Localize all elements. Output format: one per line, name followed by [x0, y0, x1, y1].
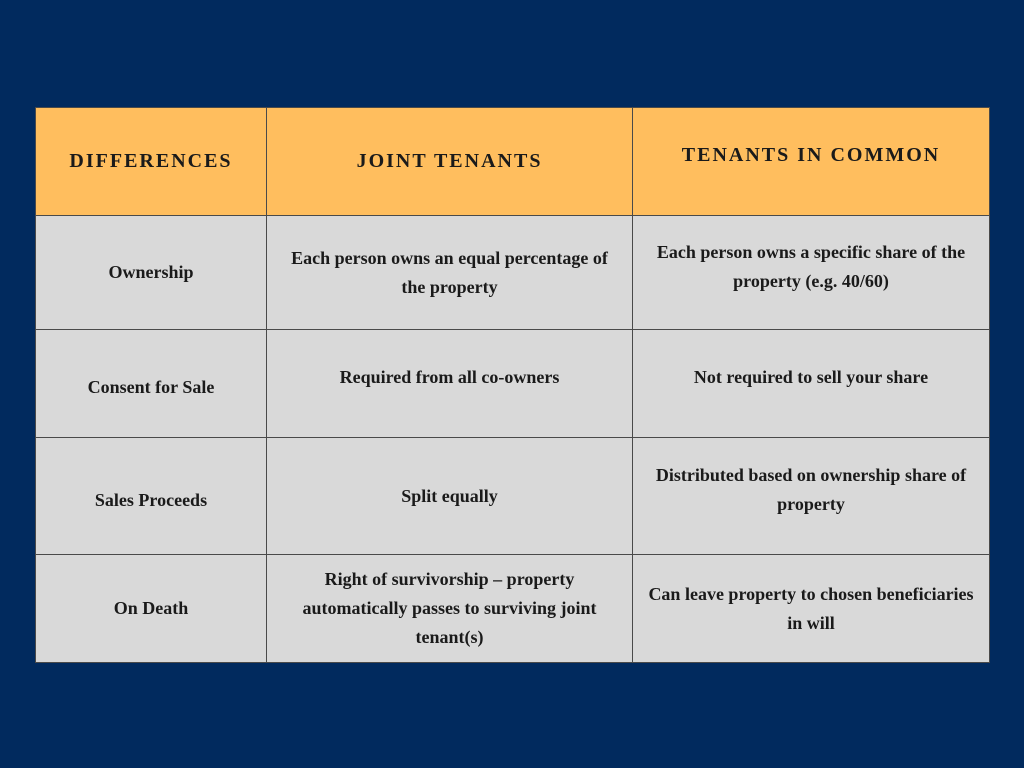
cell-text: Can leave property to chosen beneficiaries in will: [648, 583, 974, 633]
table-row: [36, 438, 990, 555]
cell-common-proceeds: [633, 438, 990, 555]
row-label-ownership: Ownership: [36, 216, 267, 330]
table-row: [36, 216, 990, 330]
header-joint-tenants: JOINT TENANTS: [267, 108, 633, 216]
cell-common-consent: [633, 330, 990, 438]
cell-text: Right of survivorship – property automatically passes to surviving joint tenant(s): [302, 569, 597, 647]
cell-joint-proceeds: [267, 438, 633, 555]
cell-text: Not required to sell your share: [693, 367, 929, 387]
cell-joint-consent: [267, 330, 633, 438]
row-label-consent: [36, 330, 267, 438]
cell-text: Sales Proceeds: [94, 489, 208, 510]
header-tenants-in-common: [633, 108, 990, 216]
row-label-death: On Death: [36, 555, 267, 663]
cell-common-ownership: [633, 216, 990, 330]
cell-text: Each person owns an equal percentage of the property: [291, 247, 608, 297]
comparison-table-container: [35, 107, 989, 661]
row-label-proceeds: [36, 438, 267, 555]
cell-joint-ownership: [267, 216, 633, 330]
header-tenants-in-common-text: TENANTS IN COMMON: [681, 144, 941, 166]
cell-joint-death: [267, 555, 633, 663]
comparison-table: [35, 107, 990, 663]
cell-text: Required from all co-owners: [339, 367, 560, 387]
cell-text: Distributed based on ownership share of property: [655, 465, 967, 514]
cell-text: Consent for Sale: [87, 377, 215, 397]
cell-text: Split equally: [401, 485, 498, 506]
cell-text: Each person owns a specific share of the property (e.g. 40/60): [656, 241, 966, 291]
header-row: [36, 108, 990, 216]
table-row: [36, 330, 990, 438]
cell-common-death: [633, 555, 990, 663]
table-row: [36, 555, 990, 663]
header-differences: DIFFERENCES: [36, 108, 267, 216]
